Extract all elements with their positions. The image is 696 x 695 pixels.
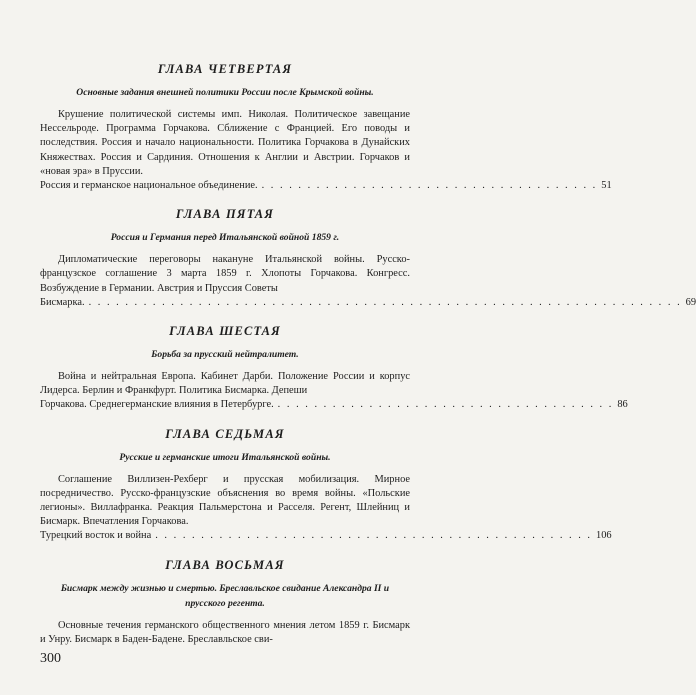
page-number: 86 bbox=[617, 399, 628, 411]
page-number: 106 bbox=[596, 530, 612, 542]
page-number: 69 bbox=[685, 296, 696, 308]
toc-entry-line bbox=[40, 296, 696, 310]
chapter-4 bbox=[40, 62, 612, 193]
chapter-title: ГЛАВА ПЯТАЯ bbox=[175, 207, 275, 222]
chapter-subtitle: Борьба за прусский нейтралитет. bbox=[151, 349, 299, 361]
chapter-summary: Дипломатические переговоры накануне Итальянской войны. Русско-французское соглашение 3 марта 1859 г. Хлопоты Горчакова. Конгресс. Возбуждение в Германии. Австрия и Пруссия Советы bbox=[40, 254, 410, 294]
chapter-5 bbox=[40, 207, 696, 310]
chapter-7 bbox=[40, 426, 612, 544]
dot-leader: . . . . . . . . . . . . . . . . . . . . . . . . . . . . . . . . . . . . . bbox=[277, 399, 614, 411]
dot-leader: . . . . . . . . . . . . . . . . . . . . . . . . . . . . . . . . . . . . . . . . . . . . . . . . bbox=[155, 530, 593, 542]
folio-page-number: 300 bbox=[40, 651, 61, 666]
chapter-8 bbox=[40, 558, 410, 647]
chapter-summary: Крушение политической системы имп. Николая. Политическое завещание Нессельроде. Программа Горчакова. Сближение с Францией. Его поводы и последствия. Россия и начало национальности. Политика Горчакова в Дунайских Княжествах. Россия и Сардиния. Отношения к Англии и Австрии. Горчаков и «новая эра» в Пруссии. bbox=[40, 109, 410, 177]
chapter-summary: Соглашение Виллизен-Рехберг и прусская мобилизация. Мирное посредничество. Русско-французские объяснения во время войны. «Польские легионы». Виллафранка. Реакция Пальмерстона и Расселя. Регент, Шлейниц и Бисмарк. Впечатления Горчакова. bbox=[40, 473, 410, 528]
toc-entry-line bbox=[40, 529, 612, 543]
page-number: 51 bbox=[601, 180, 612, 192]
table-of-contents bbox=[40, 62, 696, 661]
toc-entry-text: Россия и германское национальное объединение. bbox=[40, 180, 258, 192]
chapter-summary: Основные течения германского общественного мнения летом 1859 г. Бисмарк и Унру. Бисмарк в Баден-Бадене. Бреславльское сви- bbox=[40, 619, 410, 645]
chapter-subtitle: Основные задания внешней политики России после Крымской войны. bbox=[76, 87, 374, 98]
chapter-subtitle: Бисмарк между жизнью и смертью. Бреславльское свидание Александра II и прусского регента. bbox=[60, 582, 390, 609]
toc-entry-line bbox=[40, 179, 612, 193]
chapter-title: ГЛАВА ВОСЬМАЯ bbox=[165, 557, 285, 572]
toc-entry-text: Горчакова. Среднегерманские влияния в Петербурге. bbox=[40, 399, 274, 411]
chapter-subtitle: Русские и германские итоги Итальянской войны. bbox=[119, 451, 331, 463]
toc-entry-text: Турецкий восток и война bbox=[40, 530, 152, 542]
chapter-title: ГЛАВА ЧЕТВЕРТАЯ bbox=[157, 62, 293, 76]
chapter-6 bbox=[40, 324, 628, 413]
chapter-summary: Война и нейтральная Европа. Кабинет Дарби. Положение России и корпус Лидерса. Берлин и Франкфурт. Политика Бисмарка. Депеши bbox=[40, 371, 410, 397]
toc-entry-line bbox=[40, 398, 628, 412]
toc-entry-text: Бисмарка. bbox=[40, 296, 85, 308]
chapter-title: ГЛАВА ШЕСТАЯ bbox=[169, 324, 281, 339]
dot-leader: . . . . . . . . . . . . . . . . . . . . . . . . . . . . . . . . . . . . . bbox=[261, 180, 598, 192]
chapter-subtitle: Россия и Германия перед Итальянской войной 1859 г. bbox=[110, 232, 340, 244]
chapter-title: ГЛАВА СЕДЬМАЯ bbox=[165, 426, 285, 441]
dot-leader: . . . . . . . . . . . . . . . . . . . . . . . . . . . . . . . . . . . . . . . . . . . . . . . . . . . . . . . . . . . . . . . . . bbox=[88, 296, 682, 308]
